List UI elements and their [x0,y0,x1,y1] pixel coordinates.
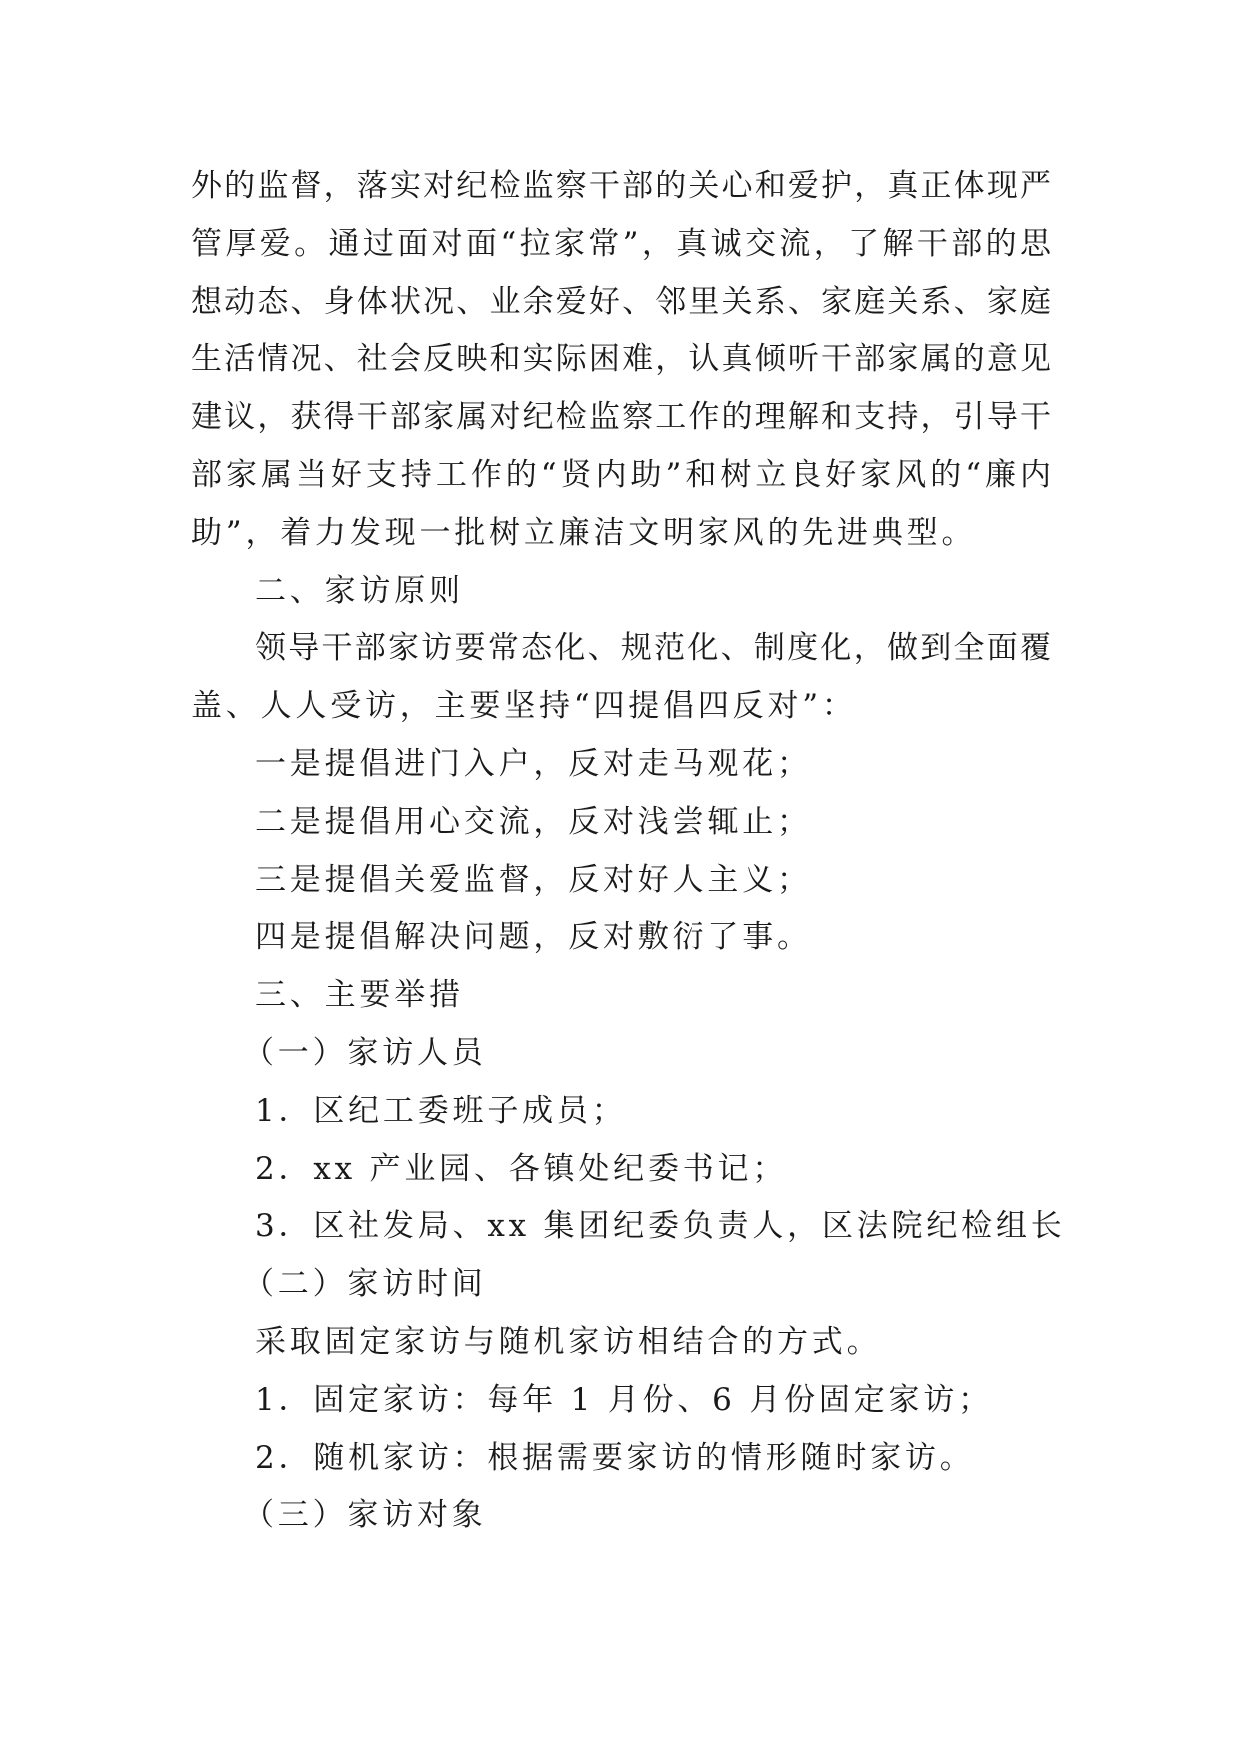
paragraph-line: 想动态、身体状况、业余爱好、邻里关系、家庭关系、家庭 [191,283,1051,320]
list-item: 2．xx 产业园、各镇处纪委书记； [255,1150,788,1187]
section-heading: 三、主要举措 [255,977,464,1014]
list-item: 3．区社发局、xx 集团纪委负责人，区法院纪检组长 [255,1208,1066,1245]
paragraph-line: 生活情况、社会反映和实际困难，认真倾听干部家属的意见 [191,341,1051,378]
list-item: 三是提倡关爱监督，反对好人主义； [255,861,812,898]
list-item: 四是提倡解决问题，反对敷衍了事。 [255,919,812,956]
subsection-heading: （二）家访时间 [243,1266,487,1303]
list-item: 1．区纪工委班子成员； [255,1092,627,1129]
list-item: 一是提倡进门入户，反对走马观花； [255,745,812,782]
paragraph-line: 建议，获得干部家属对纪检监察工作的理解和支持，引导干 [191,399,1051,436]
paragraph-line: 部家属当好支持工作的“贤内助”和树立良好家风的“廉内 [191,456,1051,493]
section-heading: 二、家访原则 [255,572,464,609]
paragraph-line: 助”，着力发现一批树立廉洁文明家风的先进典型。 [191,514,977,551]
subsection-heading: （一）家访人员 [243,1034,487,1071]
subsection-heading: （三）家访对象 [243,1497,487,1534]
paragraph-line: 领导干部家访要常态化、规范化、制度化，做到全面覆 [255,630,1051,667]
paragraph-line: 采取固定家访与随机家访相结合的方式。 [255,1323,882,1360]
document-body [191,158,1066,1545]
list-item: 2．随机家访：根据需要家访的情形随时家访。 [255,1439,975,1476]
list-item: 1．固定家访：每年 1 月份、6 月份固定家访； [255,1381,993,1418]
list-item: 二是提倡用心交流，反对浅尝辄止； [255,803,812,840]
paragraph-line: 管厚爱。通过面对面“拉家常”，真诚交流，了解干部的思 [191,225,1051,262]
paragraph-line: 盖、人人受访，主要坚持“四提倡四反对”： [191,688,857,725]
paragraph-line: 外的监督，落实对纪检监察干部的关心和爱护，真正体现严 [191,168,1051,204]
